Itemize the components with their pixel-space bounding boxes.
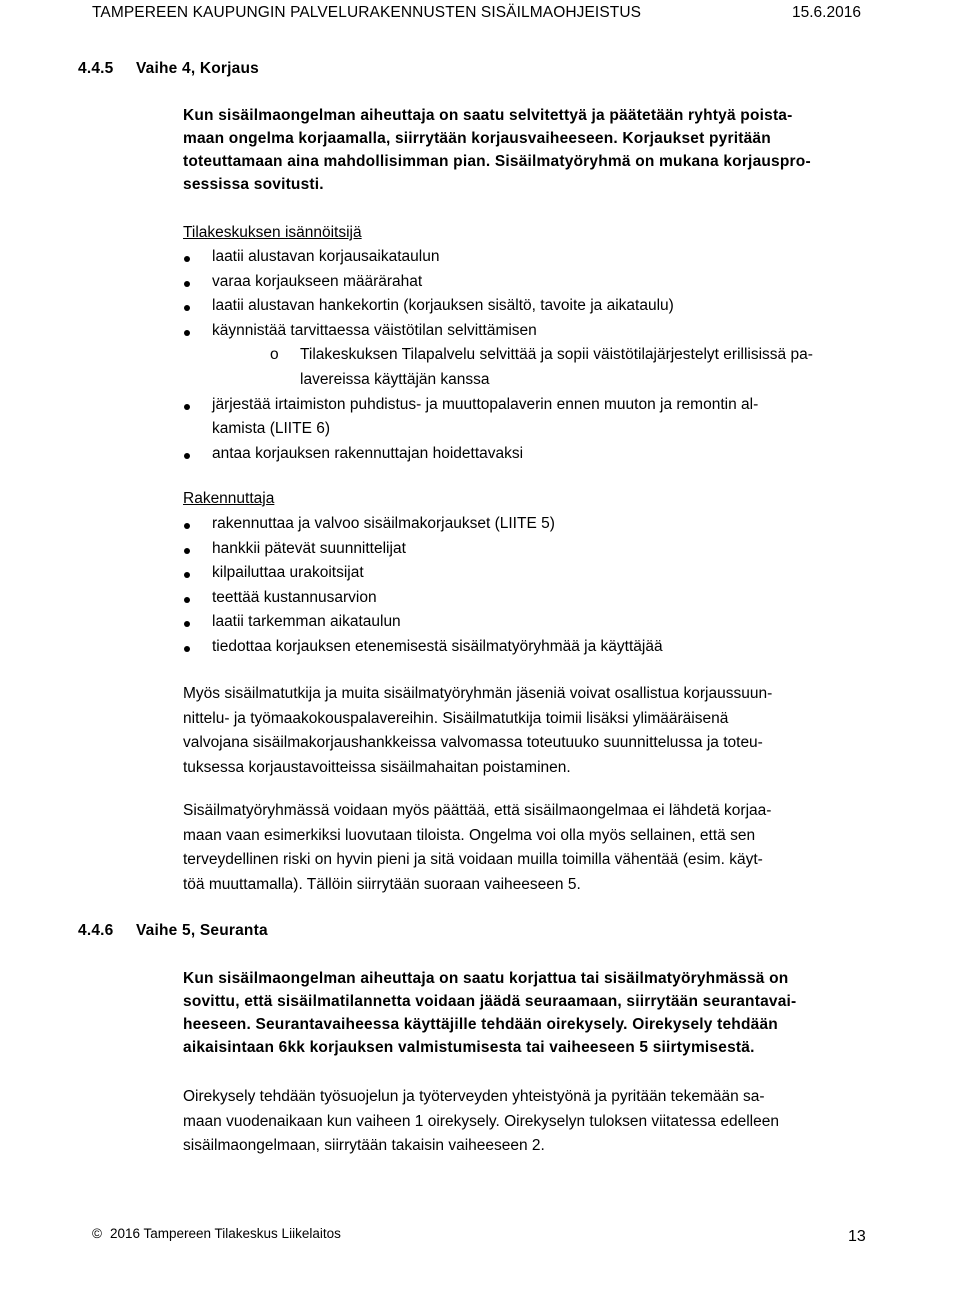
footer-text: 2016 Tampereen Tilakeskus Liikelaitos	[109, 1226, 341, 1241]
isannoitsija-task-list	[183, 245, 863, 466]
intro-line: maan ongelma korjaamalla, siirrytään korjausvaiheeseen. Korjaukset pyritään	[183, 130, 771, 147]
section-heading-vaihe-4	[78, 60, 259, 78]
copyright-icon: ©	[92, 1226, 102, 1241]
sub-list-item: o Tilakeskuksen Tilapalvelu selvittää ja sopii väistötilajärjestelyt erillisissä pa- lavereissa käyttäjän kanssa	[212, 343, 863, 392]
list-item: tiedottaa korjauksen etenemisestä sisäilmatyöryhmää ja käyttäjää	[183, 635, 863, 660]
footer-copyright	[92, 1226, 341, 1241]
list-item: laatii alustavan korjausaikataulun	[183, 245, 863, 270]
intro-line: heeseen. Seurantavaiheessa käyttäjille tehdään oirekysely. Oirekysely tehdään	[183, 1016, 778, 1033]
intro-line: sovittu, että sisäilmatilannetta voidaan jäädä seuraamaan, siirrytään seurantavai-	[183, 993, 797, 1010]
paragraph-korjaamatta-jattaminen: Sisäilmatyöryhmässä voidaan myös päättää, että sisäilmaongelmaa ei lähdetä korjaa- maan vaan esimerkiksi luovutaan tiloista. Ongelma voi olla myös sellainen, että sen terveydellinen riski on hyvin pieni ja sitä voidaan muilla toimilla vähentää (esim. käyt- töä muuttamalla). Tällöin siirrytään suoraan vaiheeseen 5.	[183, 802, 772, 893]
bullet-dot-icon	[184, 281, 190, 287]
list-item: laatii alustavan hankekortin (korjauksen sisältö, tavoite ja aikataulu)	[183, 294, 863, 319]
document-header-title: TAMPEREEN KAUPUNGIN PALVELURAKENNUSTEN SISÄILMAOHJEISTUS	[92, 4, 642, 21]
bullet-dot-icon	[184, 572, 190, 578]
section-heading-vaihe-5	[78, 922, 268, 940]
list-item: teettää kustannusarvion	[183, 586, 863, 611]
intro-line: Kun sisäilmaongelman aiheuttaja on saatu korjattua tai sisäilmatyöryhmässä on	[183, 970, 789, 987]
list-item: järjestää irtaimiston puhdistus- ja muuttopalaverin ennen muuton ja remontin al- kamista (LIITE 6)	[183, 393, 863, 442]
section-title: Vaihe 5, Seuranta	[136, 922, 268, 939]
intro-line: toteuttamaan aina mahdollisimman pian. Sisäilmatyöryhmä on mukana korjauspro-	[183, 153, 811, 170]
list-item: kilpailuttaa urakoitsijat	[183, 561, 863, 586]
section-intro-seuranta	[183, 967, 893, 1059]
role-heading-rakennuttaja: Rakennuttaja	[183, 490, 275, 507]
bullet-dot-icon	[184, 305, 190, 311]
intro-line: aikaisintaan 6kk korjauksen valmistumisesta tai vaiheeseen 5 siirtymisestä.	[183, 1039, 755, 1056]
section-number: 4.4.5	[78, 60, 114, 77]
bullet-dot-icon	[184, 330, 190, 336]
bullet-dot-icon	[184, 646, 190, 652]
section-number: 4.4.6	[78, 922, 114, 939]
list-item: rakennuttaa ja valvoo sisäilmakorjaukset (LIITE 5)	[183, 512, 863, 537]
section-intro-korjaus	[183, 104, 893, 196]
list-item: käynnistää tarvittaessa väistötilan selvittämisen o Tilakeskuksen Tilapalvelu selvittää ja sopii väistötilajärjestelyt erillisissä pa- lavereissa käyttäjän kanssa	[183, 319, 863, 393]
list-item: antaa korjauksen rakennuttajan hoidettavaksi	[183, 442, 863, 467]
bullet-dot-icon	[184, 548, 190, 554]
list-item: hankkii pätevät suunnittelijat	[183, 537, 863, 562]
bullet-dot-icon	[184, 256, 190, 262]
sub-list	[212, 343, 863, 392]
section-title: Vaihe 4, Korjaus	[136, 60, 259, 77]
bullet-dot-icon	[184, 453, 190, 459]
paragraph-oirekysely: Oirekysely tehdään työsuojelun ja työterveyden yhteistyönä ja pyritään tekemään sa- maan vuodenaikaan kun vaiheen 1 oirekysely. Oirekyselyn tuloksen viitatessa edelleen sisäilmaongelmaan, siirrytään takaisin vaiheeseen 2.	[183, 1088, 779, 1155]
bullet-dot-icon	[184, 523, 190, 529]
bullet-dot-icon	[184, 597, 190, 603]
paragraph-sisailmatutkija: Myös sisäilmatutkija ja muita sisäilmatyöryhmän jäseniä voivat osallistua korjaussuun- nittelu- ja työmaakokouspalavereihin. Sisäilmatutkija toimii lisäksi ylimääräisenä valvojana sisäilmakorjaushankkeissa valvomassa toteutuuko suunnittelussa ja toteu- tuksessa korjaustavoitteissa sisäilmahaitan poistaminen.	[183, 685, 773, 776]
document-header-date: 15.6.2016	[792, 4, 861, 21]
page-number: 13	[848, 1228, 866, 1245]
bullet-dot-icon	[184, 404, 190, 410]
intro-line: sessissa sovitusti.	[183, 176, 324, 193]
rakennuttaja-task-list	[183, 512, 863, 660]
bullet-dot-icon	[184, 621, 190, 627]
list-item: varaa korjaukseen määrärahat	[183, 270, 863, 295]
intro-line: Kun sisäilmaongelman aiheuttaja on saatu selvitettyä ja päätetään ryhtyä poista-	[183, 107, 793, 124]
bullet-circle-icon: o	[270, 346, 279, 364]
role-heading-isannoitsija: Tilakeskuksen isännöitsijä	[183, 224, 362, 241]
list-item: laatii tarkemman aikataulun	[183, 610, 863, 635]
